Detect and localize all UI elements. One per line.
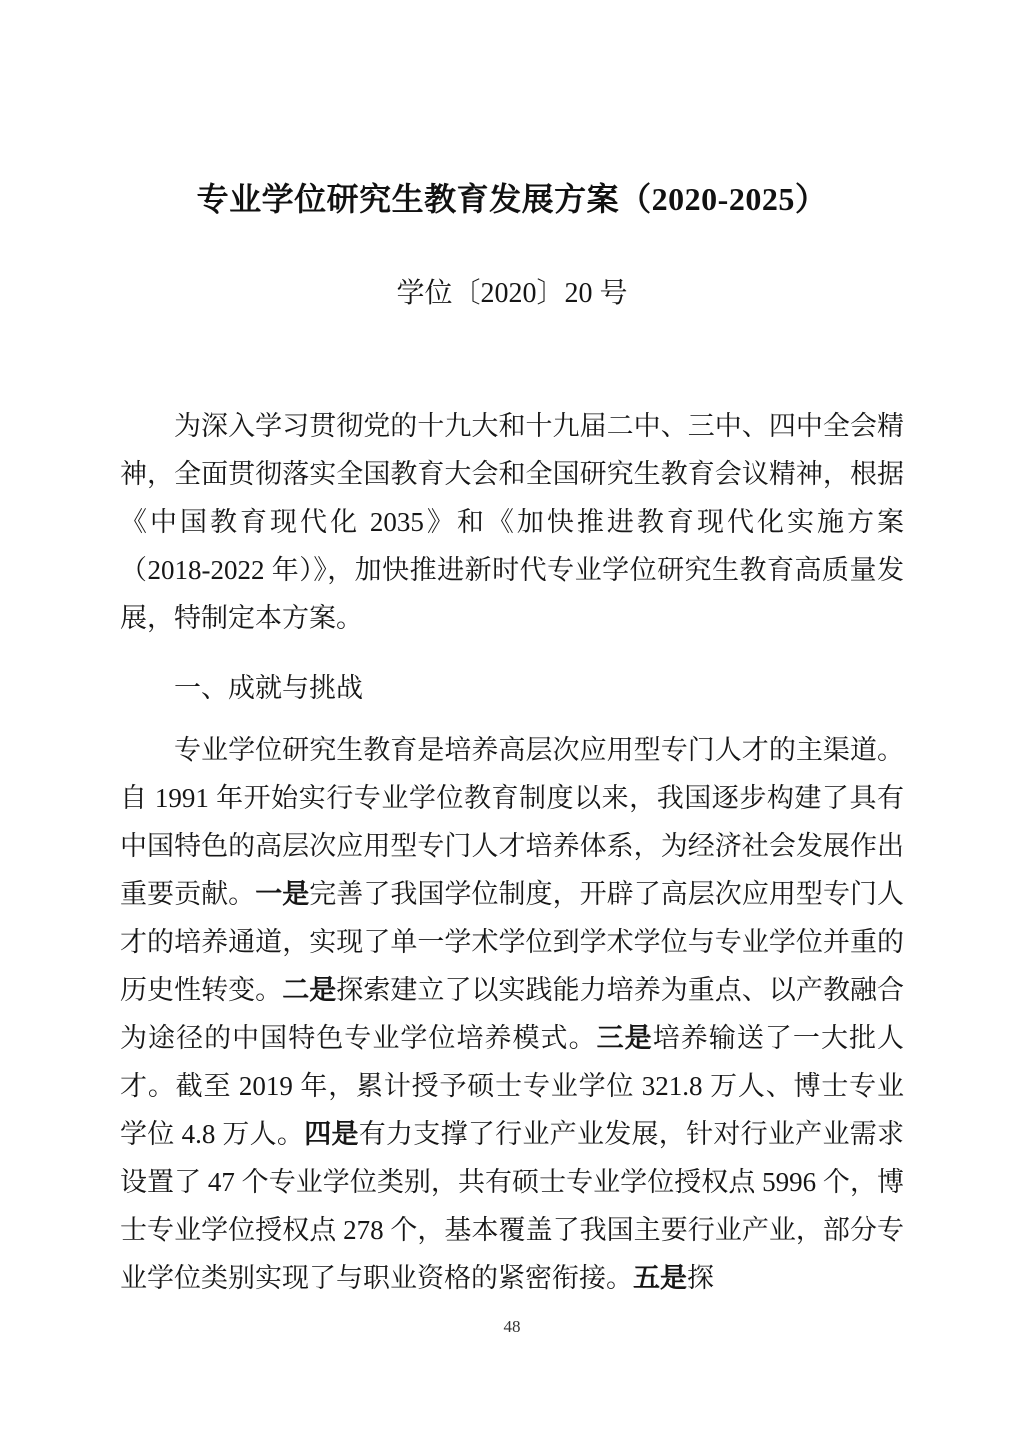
text-run: 探索建立了以实践能力培养为重点、以产教融合为途径的中国特色专业学位培养模式。 <box>120 975 905 1053</box>
bold-text-run: 五是 <box>633 1263 687 1293</box>
text-run: 培养输送了一大批人才。截至 2019 年，累计授予硕士专业学位 321.8 万人、博士专业学位 4.8 万人。 <box>120 1023 905 1149</box>
body-paragraph <box>120 726 904 1302</box>
page-number: 48 <box>503 1317 521 1336</box>
text-run: 有力支撑了行业产业发展，针对行业产业需求设置了 47 个专业学位类别，共有硕士专业学位授权点 5996 个，博士专业学位授权点 278 个，基本覆盖了我国主要行业产业，部分专业学位类别实现了与职业资格的紧密衔接。 <box>120 1119 905 1293</box>
text-run: 为深入学习贯彻党的十九大和十九届二中、三中、四中全会精神，全面贯彻落实全国教育大会和全国研究生教育会议精神，根据《中国教育现代化 2035》和《加快推进教育现代化实施方案（2018-2022 年）》，加快推进新时代专业学位研究生教育高质量发展，特制定本方案。 <box>120 411 904 633</box>
text-run: 一、成就与挑战 <box>174 673 363 703</box>
bold-text-run: 一是 <box>255 879 310 909</box>
doc-number: 学位〔2020〕20 号 <box>396 278 628 309</box>
bold-text-run: 三是 <box>596 1023 653 1053</box>
document-body <box>120 402 904 1302</box>
document-title: 专业学位研究生教育发展方案（2020-2025） <box>196 181 828 217</box>
bold-text-run: 二是 <box>282 975 337 1005</box>
text-run: 专业学位研究生教育是培养高层次应用型专门人才的主渠道。自 1991 年开始实行专业学位教育制度以来，我国逐步构建了具有中国特色的高层次应用型专门人才培养体系，为经济社会发展作出重要贡献。 <box>120 735 904 909</box>
text-run: 探 <box>687 1263 714 1293</box>
bold-text-run: 四是 <box>304 1119 359 1149</box>
section-heading <box>120 664 904 712</box>
body-paragraph <box>120 402 904 642</box>
text-run: 完善了我国学位制度，开辟了高层次应用型专门人才的培养通道，实现了单一学术学位到学术学位与专业学位并重的历史性转变。 <box>120 879 905 1005</box>
